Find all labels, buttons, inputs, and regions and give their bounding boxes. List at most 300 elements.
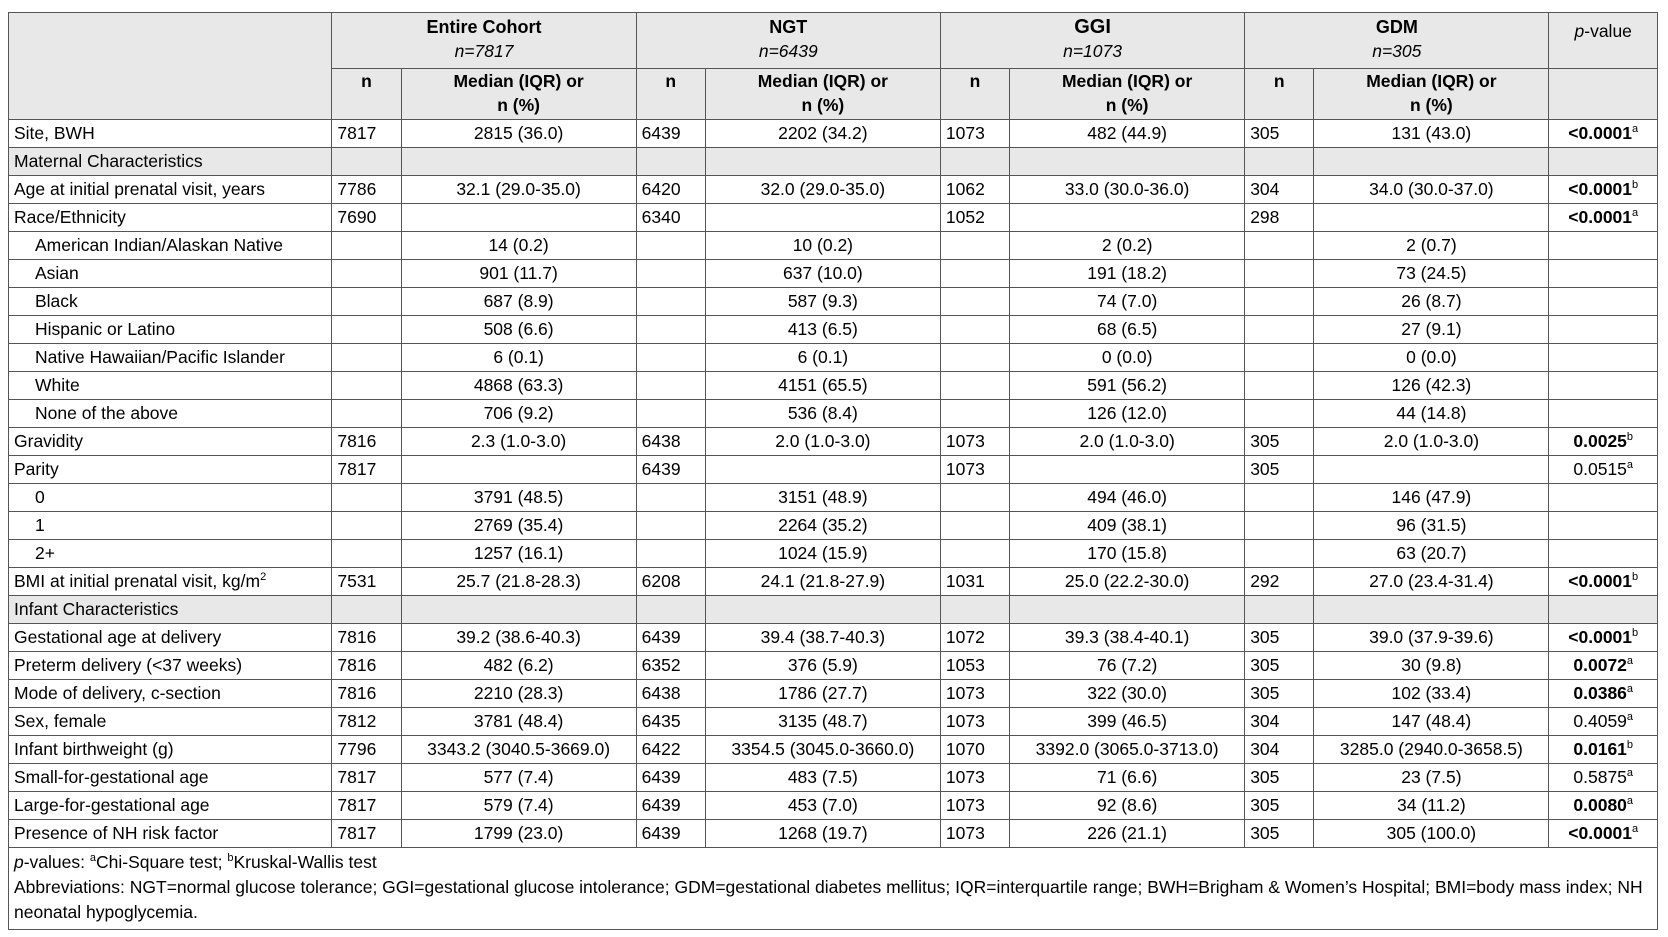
n-cell [940,540,1009,568]
n-cell: 1073 [940,456,1009,484]
n-cell: 305 [1245,764,1314,792]
value-cell: 494 (46.0) [1010,484,1245,512]
table-row [9,708,1658,736]
section-row [9,148,1658,176]
n-cell [1245,400,1314,428]
table-row [9,568,1658,596]
value-cell: 2.3 (1.0-3.0) [401,428,636,456]
value-cell: 39.4 (38.7-40.3) [705,624,940,652]
row-label: Sex, female [9,708,332,736]
row-label: Presence of NH risk factor [9,820,332,848]
n-cell [940,288,1009,316]
n-cell: 7817 [332,792,401,820]
value-cell: 1268 (19.7) [705,820,940,848]
group-n: n=1073 [1063,41,1122,61]
value-cell: 0 (0.0) [1010,344,1245,372]
value-cell: 587 (9.3) [705,288,940,316]
value-cell: 2 (0.2) [1010,232,1245,260]
value-cell: 32.1 (29.0-35.0) [401,176,636,204]
section-empty-cell [636,148,705,176]
pvalue-cell [1549,288,1658,316]
n-cell [332,400,401,428]
n-cell: 292 [1245,568,1314,596]
pvalue-footnote: p-values: $^a$Chi-Square test; $^b$Kruskal-Wallis test [14,852,377,872]
value-cell: 14 (0.2) [401,232,636,260]
table-subrow [9,540,1658,568]
table-subrow [9,260,1658,288]
n-cell [940,344,1009,372]
row-label: 1 [9,512,332,540]
value-cell: 2815 (36.0) [401,120,636,148]
n-cell [332,344,401,372]
n-cell: 7817 [332,820,401,848]
row-label: American Indian/Alaskan Native [9,232,332,260]
n-cell: 305 [1245,624,1314,652]
value-cell: 637 (10.0) [705,260,940,288]
value-cell: 92 (8.6) [1010,792,1245,820]
value-cell [401,204,636,232]
n-cell [940,316,1009,344]
value-cell: 4151 (65.5) [705,372,940,400]
section-empty-cell [636,596,705,624]
group-header-ngt [636,13,940,69]
value-cell: 26 (8.7) [1314,288,1549,316]
n-cell: 1072 [940,624,1009,652]
subhead-n: n [636,69,705,120]
value-cell: 68 (6.5) [1010,316,1245,344]
n-cell [332,540,401,568]
n-cell: 305 [1245,820,1314,848]
n-cell [636,288,705,316]
value-cell [1010,456,1245,484]
n-cell: 305 [1245,456,1314,484]
row-label: Asian [9,260,332,288]
n-cell [940,232,1009,260]
value-cell: 1257 (16.1) [401,540,636,568]
n-cell: 6435 [636,708,705,736]
group-n: n=7817 [454,41,514,61]
subhead-pvalue-empty [1549,69,1658,120]
value-cell [1314,456,1549,484]
value-cell: 2210 (28.3) [401,680,636,708]
subhead-n: n [940,69,1009,120]
n-cell [940,512,1009,540]
pvalue-cell: 0.0386$^a$ [1549,680,1658,708]
value-cell: 3285.0 (2940.0-3658.5) [1314,736,1549,764]
value-cell: 25.7 (21.8-28.3) [401,568,636,596]
n-cell: 305 [1245,680,1314,708]
value-cell [401,456,636,484]
n-cell: 305 [1245,652,1314,680]
value-cell: 322 (30.0) [1010,680,1245,708]
row-label: BMI at initial prenatal visit, $kg/m^2$ [9,568,332,596]
pvalue-cell: 0.0025$^b$ [1549,428,1658,456]
pvalue-cell [1549,540,1658,568]
n-cell [940,484,1009,512]
group-title: GGI [1074,16,1111,38]
cohort-characteristics-table [8,12,1658,930]
value-cell: 413 (6.5) [705,316,940,344]
value-cell: 2.0 (1.0-3.0) [1314,428,1549,456]
label-header-cell [9,13,332,120]
n-cell: 1073 [940,680,1009,708]
value-cell: 102 (33.4) [1314,680,1549,708]
value-cell: 1799 (23.0) [401,820,636,848]
value-cell [1010,204,1245,232]
value-cell [1314,204,1549,232]
value-cell: 39.0 (37.9-39.6) [1314,624,1549,652]
pvalue-cell [1549,372,1658,400]
value-cell: 170 (15.8) [1010,540,1245,568]
pvalue-cell: <0.0001$^a$ [1549,120,1658,148]
pvalue-header-rest: -value [1584,21,1632,41]
group-title: Entire Cohort [426,17,542,37]
value-cell: 96 (31.5) [1314,512,1549,540]
n-cell: 6439 [636,624,705,652]
table-subrow [9,372,1658,400]
n-cell: 6352 [636,652,705,680]
group-header-row [9,13,1658,69]
n-cell [332,260,401,288]
pvalue-cell: <0.0001$^a$ [1549,820,1658,848]
group-n: n=6439 [758,41,818,61]
value-cell: 44 (14.8) [1314,400,1549,428]
value-cell: 6 (0.1) [705,344,940,372]
section-empty-cell [705,148,940,176]
n-cell: 6422 [636,736,705,764]
table-subrow [9,512,1658,540]
pvalue-cell [1549,260,1658,288]
n-cell: 6439 [636,820,705,848]
group-n: n=305 [1372,41,1422,61]
value-cell: 901 (11.7) [401,260,636,288]
table-row [9,456,1658,484]
pvalue-cell [1549,232,1658,260]
n-cell: 304 [1245,736,1314,764]
value-cell: 483 (7.5) [705,764,940,792]
section-empty-cell [1314,148,1549,176]
subhead-median: Median (IQR) or n (%) [1010,69,1245,120]
table-subrow [9,484,1658,512]
pvalue-cell [1549,316,1658,344]
table-subrow [9,232,1658,260]
n-cell [1245,512,1314,540]
pvalue-cell [1549,344,1658,372]
n-cell: 7816 [332,428,401,456]
pvalue-cell: 0.4059$^a$ [1549,708,1658,736]
n-cell: 1070 [940,736,1009,764]
n-cell [332,484,401,512]
value-cell: 147 (48.4) [1314,708,1549,736]
value-cell: 30 (9.8) [1314,652,1549,680]
section-empty-cell [705,596,940,624]
footnote-cell [9,848,1658,930]
n-cell [332,512,401,540]
row-label: Race/Ethnicity [9,204,332,232]
value-cell: 146 (47.9) [1314,484,1549,512]
row-label: Gestational age at delivery [9,624,332,652]
n-cell: 1062 [940,176,1009,204]
value-cell: 305 (100.0) [1314,820,1549,848]
row-label: Preterm delivery (<37 weeks) [9,652,332,680]
value-cell: 191 (18.2) [1010,260,1245,288]
n-cell [636,540,705,568]
n-cell: 1073 [940,708,1009,736]
n-cell [636,372,705,400]
value-cell: 34 (11.2) [1314,792,1549,820]
value-cell: 76 (7.2) [1010,652,1245,680]
table-row [9,624,1658,652]
table-row [9,736,1658,764]
value-cell: 2202 (34.2) [705,120,940,148]
section-empty-cell [1549,596,1658,624]
n-cell: 7816 [332,652,401,680]
value-cell: 126 (12.0) [1010,400,1245,428]
n-cell [636,232,705,260]
value-cell: 63 (20.7) [1314,540,1549,568]
value-cell: 687 (8.9) [401,288,636,316]
table-row [9,680,1658,708]
group-header-gdm [1245,13,1549,69]
table-row [9,820,1658,848]
value-cell: 2264 (35.2) [705,512,940,540]
n-cell [1245,540,1314,568]
value-cell: 579 (7.4) [401,792,636,820]
value-cell: 71 (6.6) [1010,764,1245,792]
value-cell: 1786 (27.7) [705,680,940,708]
n-cell: 6438 [636,680,705,708]
n-cell [332,316,401,344]
row-label: Gravidity [9,428,332,456]
section-empty-cell [940,148,1009,176]
n-cell: 7531 [332,568,401,596]
n-cell: 1073 [940,792,1009,820]
pvalue-cell: <0.0001$^a$ [1549,204,1658,232]
group-title: GDM [1375,17,1418,37]
value-cell: 409 (38.1) [1010,512,1245,540]
n-cell [1245,316,1314,344]
table-row [9,204,1658,232]
value-cell: 226 (21.1) [1010,820,1245,848]
n-cell: 1052 [940,204,1009,232]
n-cell: 305 [1245,120,1314,148]
n-cell [636,260,705,288]
value-cell: 131 (43.0) [1314,120,1549,148]
value-cell: 39.2 (38.6-40.3) [401,624,636,652]
pvalue-header [1549,13,1658,69]
n-cell: 6439 [636,792,705,820]
n-cell [1245,288,1314,316]
value-cell: 27.0 (23.4-31.4) [1314,568,1549,596]
row-label: Black [9,288,332,316]
value-cell: 399 (46.5) [1010,708,1245,736]
n-cell: 7690 [332,204,401,232]
section-title: Infant Characteristics [9,596,332,624]
table-subrow [9,288,1658,316]
n-cell [1245,484,1314,512]
value-cell: 577 (7.4) [401,764,636,792]
pvalue-cell: <0.0001$^b$ [1549,568,1658,596]
n-cell: 1053 [940,652,1009,680]
value-cell: 3791 (48.5) [401,484,636,512]
value-cell: 3354.5 (3045.0-3660.0) [705,736,940,764]
pvalue-cell: 0.0515$^a$ [1549,456,1658,484]
n-cell: 1073 [940,764,1009,792]
value-cell: 3781 (48.4) [401,708,636,736]
n-cell: 305 [1245,428,1314,456]
n-cell: 7796 [332,736,401,764]
pvalue-cell: <0.0001$^b$ [1549,176,1658,204]
section-empty-cell [1245,596,1314,624]
n-cell: 6439 [636,456,705,484]
value-cell: 482 (6.2) [401,652,636,680]
pvalue-cell: 0.0080$^a$ [1549,792,1658,820]
n-cell: 7786 [332,176,401,204]
table-container [8,12,1658,930]
value-cell: 27 (9.1) [1314,316,1549,344]
n-cell: 298 [1245,204,1314,232]
n-cell [636,400,705,428]
row-label: Native Hawaiian/Pacific Islander [9,344,332,372]
n-cell [940,260,1009,288]
value-cell: 10 (0.2) [705,232,940,260]
value-cell: 23 (7.5) [1314,764,1549,792]
row-label: White [9,372,332,400]
n-cell [332,372,401,400]
n-cell: 1073 [940,120,1009,148]
n-cell: 6208 [636,568,705,596]
value-cell: 508 (6.6) [401,316,636,344]
value-cell: 2769 (35.4) [401,512,636,540]
group-title: NGT [769,17,808,37]
pvalue-cell: 0.0072$^a$ [1549,652,1658,680]
table-subrow [9,344,1658,372]
pvalue-cell: 0.5875$^a$ [1549,764,1658,792]
section-empty-cell [332,148,401,176]
value-cell: 32.0 (29.0-35.0) [705,176,940,204]
row-label: Large-for-gestational age [9,792,332,820]
row-label: Mode of delivery, c-section [9,680,332,708]
n-cell: 7816 [332,680,401,708]
n-cell: 7817 [332,120,401,148]
section-empty-cell [1314,596,1549,624]
n-cell [332,288,401,316]
value-cell: 536 (8.4) [705,400,940,428]
n-cell: 305 [1245,792,1314,820]
n-cell [1245,344,1314,372]
section-title: Maternal Characteristics [9,148,332,176]
value-cell: 2.0 (1.0-3.0) [1010,428,1245,456]
section-empty-cell [1010,596,1245,624]
row-label: Parity [9,456,332,484]
section-empty-cell [940,596,1009,624]
n-cell [636,316,705,344]
value-cell: 3151 (48.9) [705,484,940,512]
pvalue-cell [1549,512,1658,540]
value-cell [705,204,940,232]
n-cell: 7812 [332,708,401,736]
subhead-n: n [332,69,401,120]
section-empty-cell [1549,148,1658,176]
n-cell: 6438 [636,428,705,456]
section-empty-cell [401,596,636,624]
group-header-ggi [940,13,1244,69]
n-cell [636,512,705,540]
footnote-row [9,848,1658,930]
value-cell: 3392.0 (3065.0-3713.0) [1010,736,1245,764]
subhead-median: Median (IQR) or n (%) [401,69,636,120]
group-header-entire-cohort [332,13,636,69]
value-cell: 0 (0.0) [1314,344,1549,372]
n-cell [1245,232,1314,260]
value-cell: 39.3 (38.4-40.1) [1010,624,1245,652]
n-cell: 6340 [636,204,705,232]
n-cell [940,400,1009,428]
value-cell: 3343.2 (3040.5-3669.0) [401,736,636,764]
table-subrow [9,316,1658,344]
value-cell: 6 (0.1) [401,344,636,372]
table-row [9,652,1658,680]
abbreviations-footnote: Abbreviations: NGT=normal glucose tolerance; GGI=gestational glucose intolerance; GDM=gestational diabetes mellitus; IQR=interquartile range; BWH=Brigham & Women’s Hospital; BMI=body mass index; NH neonatal hypoglycemia. [14,877,1643,922]
n-cell: 7816 [332,624,401,652]
n-cell: 6439 [636,120,705,148]
n-cell [1245,372,1314,400]
row-label: Small-for-gestational age [9,764,332,792]
n-cell: 1073 [940,820,1009,848]
row-label: Site, BWH [9,120,332,148]
pvalue-cell [1549,400,1658,428]
n-cell [636,344,705,372]
value-cell: 25.0 (22.2-30.0) [1010,568,1245,596]
table-subrow [9,400,1658,428]
n-cell: 6420 [636,176,705,204]
row-label: 0 [9,484,332,512]
table-row [9,764,1658,792]
section-empty-cell [401,148,636,176]
pvalue-cell: <0.0001$^b$ [1549,624,1658,652]
section-empty-cell [1010,148,1245,176]
n-cell: 304 [1245,708,1314,736]
row-label: 2+ [9,540,332,568]
pvalue-cell [1549,484,1658,512]
value-cell: 74 (7.0) [1010,288,1245,316]
subhead-median: Median (IQR) or n (%) [705,69,940,120]
row-label: Age at initial prenatal visit, years [9,176,332,204]
table-body [9,120,1658,848]
n-cell: 304 [1245,176,1314,204]
value-cell: 2.0 (1.0-3.0) [705,428,940,456]
n-cell: 1073 [940,428,1009,456]
value-cell [705,456,940,484]
section-empty-cell [1245,148,1314,176]
n-cell: 7817 [332,764,401,792]
value-cell: 126 (42.3) [1314,372,1549,400]
table-row [9,428,1658,456]
value-cell: 1024 (15.9) [705,540,940,568]
value-cell: 3135 (48.7) [705,708,940,736]
n-cell [332,232,401,260]
section-row [9,596,1658,624]
value-cell: 591 (56.2) [1010,372,1245,400]
value-cell: 2 (0.7) [1314,232,1549,260]
pvalue-cell: 0.0161$^b$ [1549,736,1658,764]
n-cell: 1031 [940,568,1009,596]
n-cell: 6439 [636,764,705,792]
value-cell: 73 (24.5) [1314,260,1549,288]
n-cell [636,484,705,512]
table-row [9,176,1658,204]
row-label: Hispanic or Latino [9,316,332,344]
